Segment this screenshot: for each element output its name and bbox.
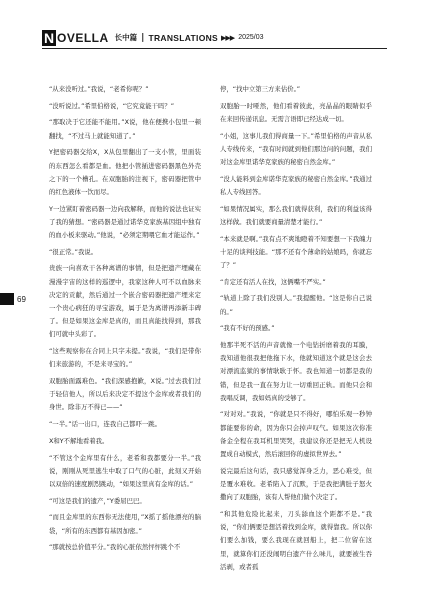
paragraph: “小姐，这事儿我们得商量一下。”希里伯格的声音从私人专线传来，“我有时间就到他们那边问的问题，我们对这金库里诺华克家族的秘密自然金库。” <box>220 131 372 167</box>
paragraph: “那取决于它还能不能用。”X说，他在便携小包里一顿翻找，“不过马上就能知道了。” <box>49 118 201 140</box>
header-separator: | <box>141 33 145 43</box>
text-column-left <box>49 83 201 558</box>
paragraph: “很正常。”我说。 <box>49 247 98 256</box>
paragraph: “而且金库里的东西你无法使用，”X摇了摇他漂亮的脑袋，“所有的东西都有基因加密。” <box>49 513 201 535</box>
paragraph: 贵族一向喜欢干各种离谱的事情，但是把遗产埋藏在漫漫宇宙的这样的巡逻中，我家这种人可不以血脉来决定的贡献，然后通过一个嵌合密码器把遗产埋来定一个贵心病狂的寻宝游戏，属于是为离谱再添新丰碑了。但是如果这金库是真的，而且真能找得到，那我们可就中头彩了。 <box>49 264 201 339</box>
paragraph: 双胞胎面露难色。“我们深感抱歉，X说。”过去我们过于轻信他人，所以后来决定不提这个金库或者我们的身世。除非万不得已——” <box>49 377 201 412</box>
paragraph: “一半。”话一出口，连我自己都吓一跳。 <box>49 420 162 429</box>
paragraph: “可这是我们的遗产，”Y委屈巴巴。 <box>49 496 146 505</box>
paragraph: Y把密码器交给X，X从包里翻出了一支小管，里面装的东西怎么看都是血。他把小管插进密码器黑色外壳之下的一个槽孔。在双胞胎的注视下，密码器把管中的红色液体一饮而尽。 <box>49 148 201 196</box>
paragraph: “从来没听过。”我说，“老希你呢？” <box>49 85 149 93</box>
paragraph: “对对对。”我说，“你就是只不得好，哪怕乐观一秒钟都能要你的命，因为你只会掉声叹气。如果这次你准备金全程在我耳机里哭哭，我建议你还是把无人机设置成自动模式，然后滚回你的虚拟世界去。” <box>220 410 372 459</box>
text-column-right <box>220 83 372 577</box>
paragraph: “肯定还有活人在找，这俩嘴不严实。” <box>220 277 326 286</box>
paragraph: Y一边紧盯着密码器一边向我解释，而他的说法也证实了我的猜想。“密码器是通过诺华克家族基因组中独有的血小板来驱动。”他说，“必须定期喂它血才能运作。” <box>49 204 201 240</box>
page-number-marker <box>0 293 26 305</box>
section-subtitle: 长中篇 <box>114 33 138 42</box>
magazine-logo-text: OVELLA <box>57 31 109 45</box>
paragraph: “和其他危险比起来，刀头舔血这个距都不是。”我说，“你们俩要是想活着找到金库，就得靠我。所以你们要么加钱，要么我现在就回船上，把二位留在这里，就算你们还没闹明白遗产什么味儿，就要被生吞活剥，或者孤 <box>220 509 372 571</box>
issue-number: 2025/03 <box>238 34 264 41</box>
paragraph: “如果情况属实，那么我们就得获利，我们的利益该得这样做。我们就要商量清楚才能行。” <box>220 204 372 226</box>
magazine-header <box>42 24 387 46</box>
arrows-icon: ▶▶▶ <box>221 34 235 42</box>
paragraph: X和Y不解地看着我。 <box>49 436 109 445</box>
paragraph: “我有不好的预感。” <box>220 324 275 333</box>
paragraph: “本来就是啊。”我有点不爽地瞪着不知要想一下我魄力十足的谈判技能。“那不还有个薄命的姑娘吗，你就忘了？” <box>220 234 372 269</box>
page-marker-bar <box>0 293 14 305</box>
paragraph: 他那半死不活的声音就像一个电钻折磨着我的耳膜，我知道他很我把他拖下水，他就知道这个就是这会去对漂流监狱的事情耿耿于怀。我也知道一切都是我的错，但是我一直在努力让一切重回正轨。而他只会和我唱反调，我如妈真的受够了。 <box>220 340 372 402</box>
page-number: 69 <box>17 294 26 304</box>
section-name: TRANSLATIONS <box>148 33 219 43</box>
paragraph: “不管这个金库里有什么，老希和我都要分一半。”我说，刚刚从死里逃生中取了口气的心脏，此刻又开始以双倍的速度剧烈跳动，“如果这里真有金库的话。” <box>49 453 201 488</box>
paragraph: 双胞胎一时哑然，他们看着彼此，亮晶晶的眼睛似乎在来回传递讯息。无需言语即已经达成一切。 <box>220 101 372 123</box>
paragraph: “那就按总价值平分。”我的心脏依然怦怦跳个不 <box>49 543 181 552</box>
header-rule <box>42 48 387 49</box>
magazine-logo-letter: N <box>43 30 55 46</box>
paragraph: 停，“找中立第三方来估价。” <box>220 85 301 93</box>
paragraph: “轨道上除了我们没别人。”我提醒他。“这是你自己说的。” <box>220 294 372 316</box>
paragraph: “没人能料到金库诺华克家族的秘密自然金库。”我通过私人专线回答。 <box>220 174 372 196</box>
paragraph: “没听说过。”希里伯格说，“它究竟能干吗？” <box>49 101 175 110</box>
paragraph: 说完最后这句话，我只感觉浑身乏力，恶心难受，但是覆水难收。老希陷入了沉默，于是我把满肚子怒火撒向了双胞胎，该有人帮他们做个决定了。 <box>220 466 372 502</box>
paragraph: “这些观察你在合同上只字未提。”我说，“我们是带你们来旅游的，不是来寻宝的。” <box>49 347 201 369</box>
